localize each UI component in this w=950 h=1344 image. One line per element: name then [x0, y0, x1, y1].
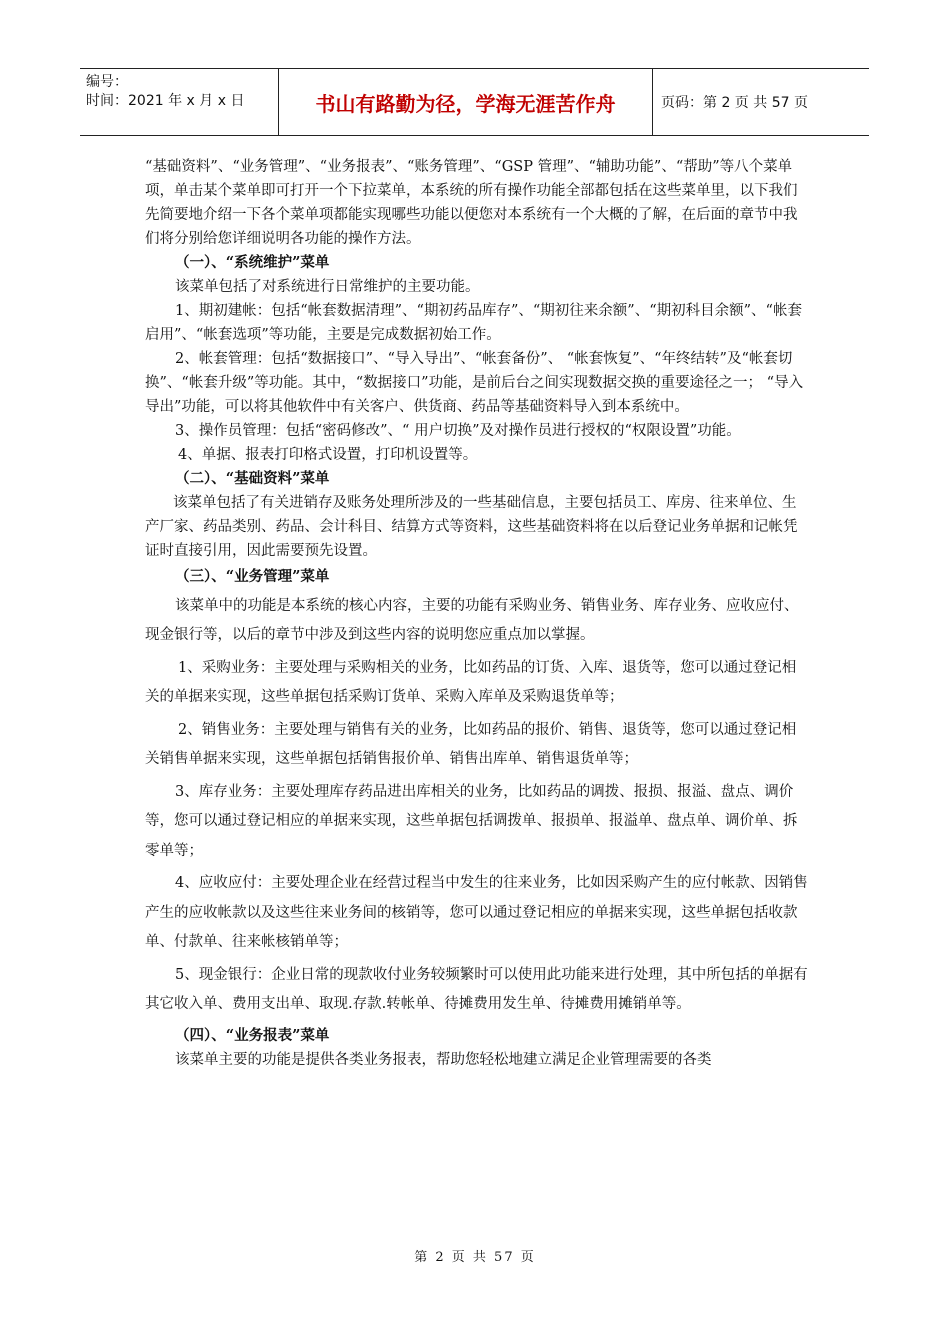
intro-paragraph: “基础资料”、“业务管理”、“业务报表”、“账务管理”、“GSP 管理”、“辅助功能”、“帮助”等八个菜单项，单击某个菜单即可打开一个下拉菜单，本系统的所有操作功能全部都包括在这些菜单里，以下我们先简要地介绍一下各个菜单项都能实现哪些功能以便您对本系统有一个大概的了解，在后面的章节中我们将分别给您详细说明各功能的操作方法。: [145, 159, 798, 247]
section-3-paragraph: 5、现金银行：企业日常的现款收付业务较频繁时可以使用此功能来进行处理，其中所包括的单据有其它收入单、费用支出单、取现.存款.转帐单、待摊费用发生单、待摊费用摊销单等。: [145, 966, 808, 1012]
section-3-heading: （三）、“业务管理”菜单: [175, 568, 330, 585]
section-4-paragraph: 该菜单主要的功能是提供各类业务报表，帮助您轻松地建立满足企业管理需要的各类: [175, 1051, 712, 1068]
header-motto: 书山有路勤为径，学海无涯苦作舟: [279, 69, 653, 135]
section-2-heading: （二）、“基础资料”菜单: [175, 470, 330, 487]
section-1-heading: （一）、“系统维护”菜单: [175, 254, 330, 271]
section-1-paragraph: 4、单据、报表打印格式设置，打印机设置等。: [178, 447, 478, 463]
document-number-label: 编号：: [86, 74, 128, 90]
document-body: [145, 155, 810, 1072]
section-1-paragraph: 3、操作员管理：包括“密码修改”、“ 用户切换”及对操作员进行授权的“权限设置”功能。: [175, 423, 741, 439]
header-info-cell: [80, 69, 279, 135]
section-2-paragraph: 该菜单包括了有关进销存及账务处理所涉及的一些基础信息，主要包括员工、库房、往来单位、生产厂家、药品类别、药品、会计科目、结算方式等资料，这些基础资料将在以后登记业务单据和记帐凭证时直接引用，因此需要预先设置。: [145, 495, 798, 559]
section-1-paragraph: 1、期初建帐：包括“帐套数据清理”、“期初药品库存”、“期初往来余额”、“期初科目余额”、“帐套启用”、“帐套选项”等功能，主要是完成数据初始工作。: [145, 303, 802, 343]
section-3-paragraph: 1、采购业务：主要处理与采购相关的业务，比如药品的订货、入库、退货等，您可以通过登记相关的单据来实现，这些单据包括采购订货单、采购入库单及采购退货单等；: [145, 659, 797, 705]
header-page-info: 页码：第 2 页 共 57 页: [661, 95, 808, 111]
section-1-paragraph: 2、帐套管理：包括“数据接口”、“导入导出”、“帐套备份”、 “帐套恢复”、“年终结转”及“帐套切换”、“帐套升级”等功能。其中，“数据接口”功能，是前后台之间实现数据交换的重要途径之一； “导入导出”功能，可以将其他软件中有关客户、供货商、药品等基础资料导入到本系统中。: [145, 351, 804, 415]
document-date: 时间：2021 年 x 月 x 日: [86, 93, 245, 109]
section-3-paragraph: 2、销售业务：主要处理与销售有关的业务，比如药品的报价、销售、退货等，您可以通过登记相关销售单据来实现，这些单据包括销售报价单、销售出库单、销售退货单等；: [145, 721, 797, 767]
section-3-paragraph: 该菜单中的功能是本系统的核心内容，主要的功能有采购业务、销售业务、库存业务、应收应付、现金银行等，以后的章节中涉及到这些内容的说明您应重点加以掌握。: [145, 597, 799, 643]
section-1-paragraph: 该菜单包括了对系统进行日常维护的主要功能。: [175, 279, 480, 295]
page-footer: 第 2 页 共 57 页: [414, 1250, 536, 1265]
page-header-table: [80, 68, 869, 136]
section-3-paragraph: 3、库存业务：主要处理库存药品进出库相关的业务，比如药品的调拨、报损、报溢、盘点、调价等，您可以通过登记相应的单据来实现，这些单据包括调拨单、报损单、报溢单、盘点单、调价单、拆零单等；: [145, 783, 798, 859]
section-3-paragraph: 4、应收应付：主要处理企业在经营过程当中发生的往来业务，比如因采购产生的应付帐款、因销售产生的应收帐款以及这些往来业务间的核销等，您可以通过登记相应的单据来实现，这些单据包括收款单、付款单、往来帐核销单等；: [145, 875, 808, 950]
section-4-heading: （四）、“业务报表”菜单: [175, 1026, 330, 1044]
